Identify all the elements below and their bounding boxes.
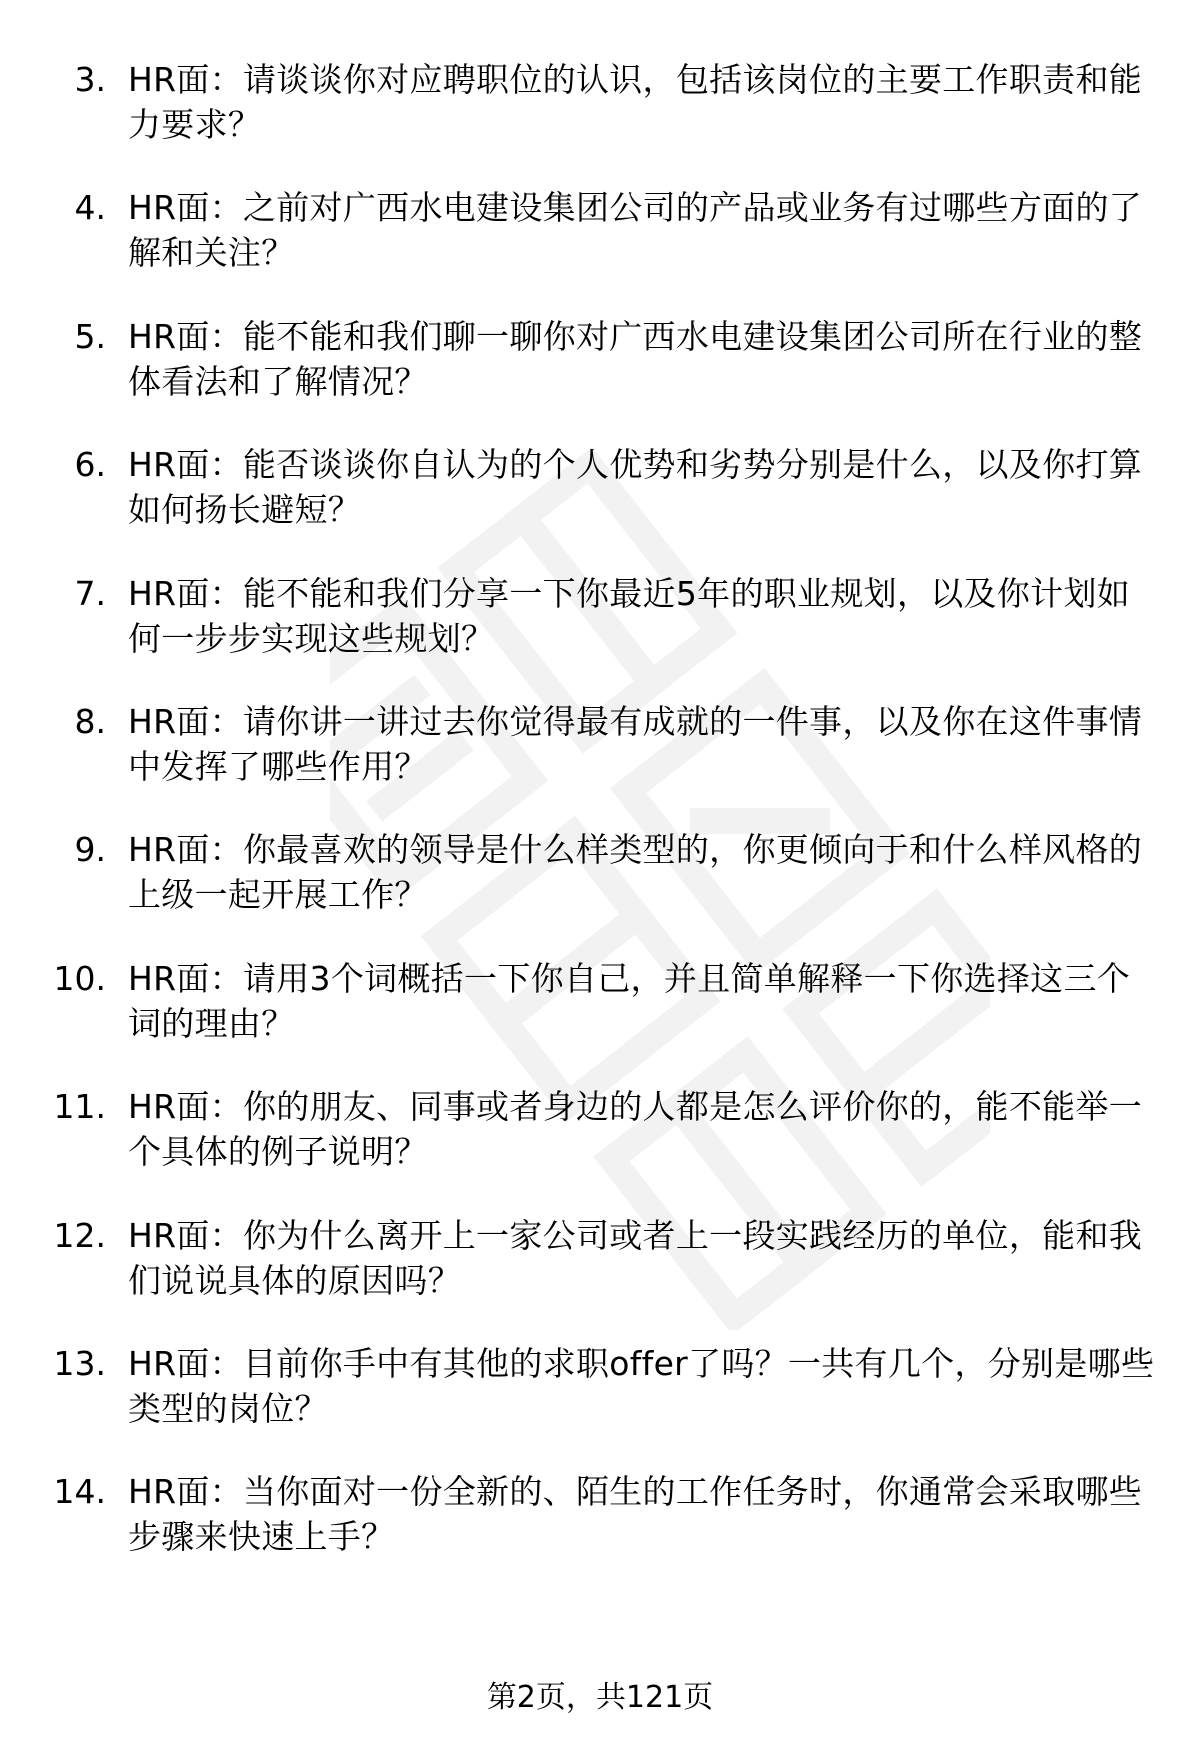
list-item xyxy=(0,442,1200,570)
question-text: HR面：目前你手中有其他的求职offer了吗？一共有几个，分别是哪些类型的岗位？ xyxy=(128,1343,1155,1428)
list-item xyxy=(0,314,1200,442)
list-item xyxy=(0,57,1200,185)
question-number: 10. xyxy=(53,958,106,998)
list-item xyxy=(0,1469,1200,1597)
question-number: 11. xyxy=(53,1087,106,1127)
question-number: 6. xyxy=(74,445,106,485)
question-number: 14. xyxy=(53,1472,106,1512)
question-text: HR面：请你讲一讲过去你觉得最有成就的一件事，以及你在这件事情中发挥了哪些作用？ xyxy=(128,701,1143,786)
question-number: 5. xyxy=(74,316,106,356)
list-item xyxy=(0,1341,1200,1469)
list-item xyxy=(0,827,1200,955)
question-text: HR面：你最喜欢的领导是什么样类型的，你更倾向于和什么样风格的上级一起开展工作？ xyxy=(128,830,1143,915)
list-item xyxy=(0,1084,1200,1212)
question-number: 12. xyxy=(53,1215,106,1255)
list-item xyxy=(0,1213,1200,1341)
question-text: HR面：能不能和我们聊一聊你对广西水电建设集团公司所在行业的整体看法和了解情况？ xyxy=(128,316,1143,401)
question-text: HR面：请用3个词概括一下你自己，并且简单解释一下你选择这三个词的理由？ xyxy=(128,958,1131,1043)
question-text: HR面：能不能和我们分享一下你最近5年的职业规划，以及你计划如何一步步实现这些规划？ xyxy=(128,573,1131,658)
question-number: 13. xyxy=(53,1343,106,1383)
list-item xyxy=(0,571,1200,699)
question-text: HR面：当你面对一份全新的、陌生的工作任务时，你通常会采取哪些步骤来快速上手？ xyxy=(128,1472,1143,1557)
question-list xyxy=(0,57,1200,1598)
question-text: HR面：之前对广西水电建设集团公司的产品或业务有过哪些方面的了解和关注？ xyxy=(128,188,1143,273)
question-text: HR面：你为什么离开上一家公司或者上一段实践经历的单位，能和我们说说具体的原因吗？ xyxy=(128,1215,1143,1300)
list-item xyxy=(0,699,1200,827)
question-number: 3. xyxy=(74,60,106,99)
list-item xyxy=(0,956,1200,1084)
question-number: 9. xyxy=(74,830,106,870)
question-number: 7. xyxy=(74,573,106,613)
question-text: HR面：请谈谈你对应聘职位的认识，包括该岗位的主要工作职责和能力要求？ xyxy=(128,60,1143,144)
question-text: HR面：能否谈谈你自认为的个人优势和劣势分别是什么，以及你打算如何扬长避短？ xyxy=(128,445,1143,530)
question-number: 8. xyxy=(74,701,106,741)
list-item xyxy=(0,185,1200,313)
page-number-footer: 第2页，共121页 xyxy=(486,1680,714,1715)
question-text: HR面：你的朋友、同事或者身边的人都是怎么评价你的，能不能举一个具体的例子说明？ xyxy=(128,1087,1143,1172)
question-number: 4. xyxy=(74,188,106,228)
